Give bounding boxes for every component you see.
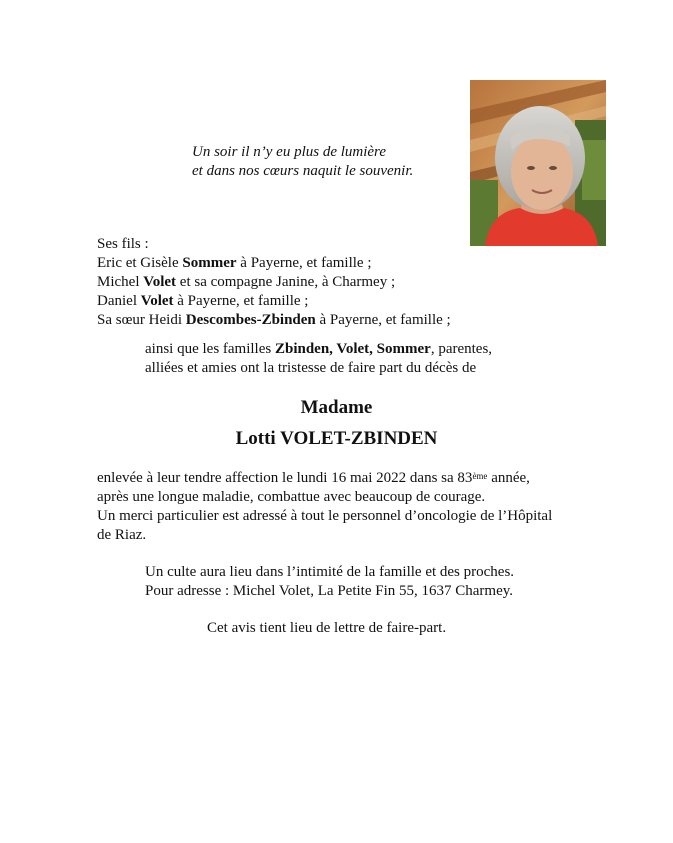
desc-line-3: Un merci particulier est adressé à tout le personnel d’oncologie de l’Hôpital: [97, 508, 553, 524]
text: à Payerne, et famille ;: [315, 312, 451, 328]
title-salutation: Madame: [300, 397, 373, 418]
announcement-intro: [145, 340, 492, 378]
poem-line-1: Un soir il n’y eu plus de lumière: [192, 144, 386, 160]
poem-quote: [192, 143, 413, 181]
family-list: [97, 235, 451, 330]
portrait-photo: [470, 80, 606, 246]
family-name: Sommer: [182, 255, 237, 271]
text: et sa compagne Janine, à Charmey ;: [176, 274, 396, 290]
family-heading: Ses fils :: [97, 236, 149, 252]
family-line: [97, 292, 451, 311]
text: Michel: [97, 274, 144, 290]
desc-line-4: de Riaz.: [97, 527, 147, 543]
text: ainsi que les familles: [145, 341, 275, 357]
desc-line-1: [97, 469, 597, 488]
ordinal-suffix: ème: [472, 471, 488, 481]
family-name: Volet: [143, 274, 177, 290]
text: , parentes,: [430, 341, 493, 357]
service-line: Un culte aura lieu dans l’intimité de la famille et des proches.: [145, 564, 515, 580]
text: année,: [487, 470, 530, 486]
description: [97, 469, 597, 545]
text: Daniel: [97, 293, 141, 309]
intro-line-1: [145, 340, 492, 359]
text: Sa sœur Heidi: [97, 312, 186, 328]
text: à Payerne, et famille ;: [236, 255, 372, 271]
family-line: [97, 273, 451, 292]
deceased-name: Lotti VOLET-ZBINDEN: [235, 428, 438, 449]
family-name: Descombes-Zbinden: [185, 312, 316, 328]
family-names: Zbinden, Volet, Sommer: [274, 341, 431, 357]
family-line: [97, 254, 451, 273]
family-name: Volet: [140, 293, 174, 309]
text: à Payerne, et famille ;: [173, 293, 309, 309]
text: Eric et Gisèle: [97, 255, 183, 271]
text: enlevée à leur tendre affection le lundi 16 mai 2022 dans sa 83: [97, 470, 473, 486]
poem-line-2: et dans nos cœurs naquit le souvenir.: [192, 163, 414, 179]
desc-line-2: après une longue maladie, combattue avec beaucoup de courage.: [97, 489, 486, 505]
intro-line-2: alliées et amies ont la tristesse de faire part du décès de: [145, 360, 477, 376]
service-info: [145, 563, 514, 601]
final-note: Cet avis tient lieu de lettre de faire-part.: [207, 620, 447, 636]
address-line: Pour adresse : Michel Volet, La Petite Fin 55, 1637 Charmey.: [145, 583, 514, 599]
family-line: [97, 311, 451, 330]
